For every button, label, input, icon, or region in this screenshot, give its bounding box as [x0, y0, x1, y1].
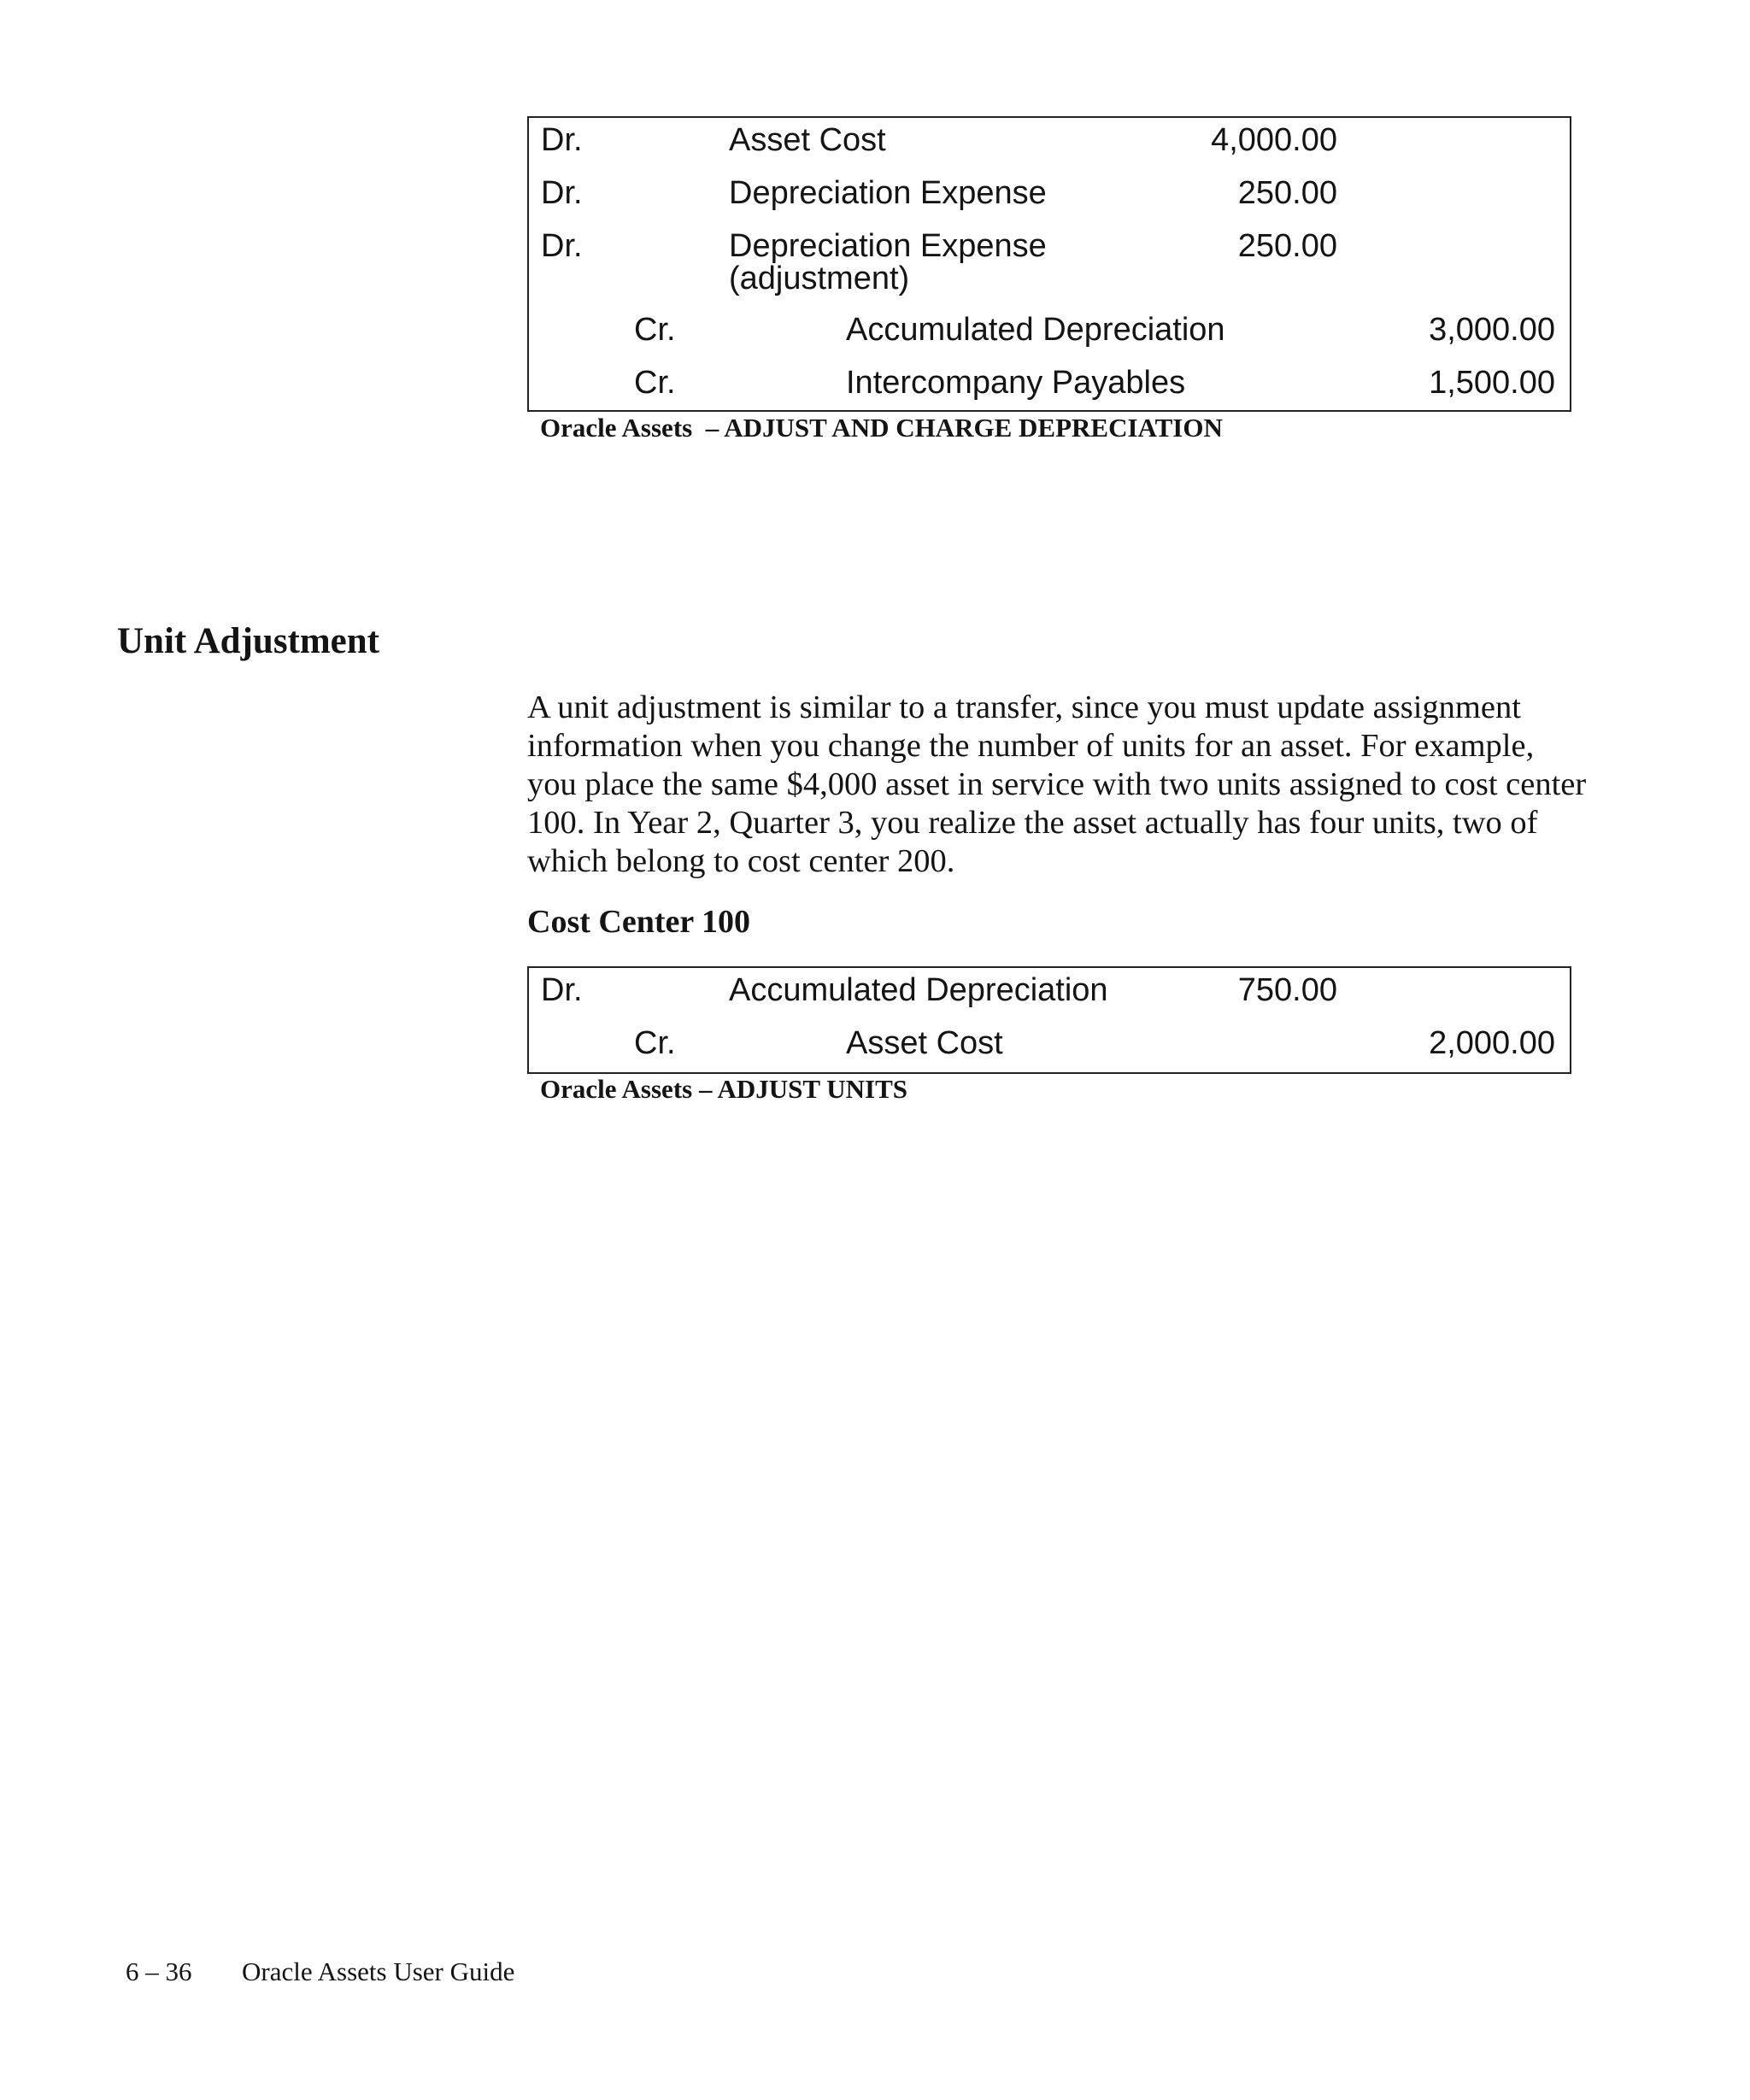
- credit-amount: 2,000.00: [1429, 1025, 1555, 1061]
- account-name: Accumulated Depreciation: [846, 312, 1225, 348]
- table-caption: Oracle Assets – ADJUST AND CHARGE DEPRECIATION: [540, 413, 1223, 443]
- section-heading: Unit Adjustment: [117, 621, 380, 661]
- debit-amount: 750.00: [1237, 972, 1337, 1008]
- account-name: Intercompany Payables: [846, 365, 1186, 401]
- account-name: Accumulated Depreciation: [729, 972, 1108, 1008]
- account-name-continuation: (adjustment): [729, 261, 910, 296]
- credit-amount: 1,500.00: [1429, 365, 1555, 401]
- debit-label: Dr.: [541, 175, 583, 211]
- table-row: [529, 171, 1570, 224]
- debit-amount: 250.00: [1237, 228, 1337, 264]
- debit-label: Dr.: [541, 972, 583, 1008]
- table-row: [529, 1021, 1570, 1074]
- debit-amount: 250.00: [1237, 175, 1337, 211]
- journal-entry-table-units: [527, 966, 1571, 1074]
- debit-label: Dr.: [541, 228, 583, 264]
- table-row: [529, 968, 1570, 1021]
- page-number: 6 – 36: [126, 1956, 192, 1986]
- account-name: Asset Cost: [846, 1025, 1003, 1061]
- body-paragraph: A unit adjustment is similar to a transfer, since you must update assignment information when you change the number of units for an asset. For example, you place the same $4,000 asset in service with two units assigned to cost center 100. In Year 2, Quarter 3, you realize the asset actually has four units, two of which belong to cost center 200.: [527, 689, 1587, 879]
- book-title: Oracle Assets User Guide: [242, 1956, 515, 1986]
- credit-label: Cr.: [634, 1025, 676, 1061]
- journal-entry-table-depreciation: [527, 116, 1571, 412]
- debit-amount: 4,000.00: [1211, 122, 1337, 158]
- account-name: Asset Cost: [729, 122, 886, 158]
- table-row: [529, 118, 1570, 171]
- table-row: [529, 224, 1570, 308]
- account-name: Depreciation Expense: [729, 175, 1047, 211]
- subheading: Cost Center 100: [527, 904, 751, 940]
- debit-label: Dr.: [541, 122, 583, 158]
- table-row: [529, 361, 1570, 412]
- credit-amount: 3,000.00: [1429, 312, 1555, 348]
- table-caption: Oracle Assets – ADJUST UNITS: [540, 1074, 908, 1104]
- credit-label: Cr.: [634, 312, 676, 348]
- table-row: [529, 308, 1570, 361]
- account-name: Depreciation Expense: [729, 228, 1047, 264]
- credit-label: Cr.: [634, 365, 676, 401]
